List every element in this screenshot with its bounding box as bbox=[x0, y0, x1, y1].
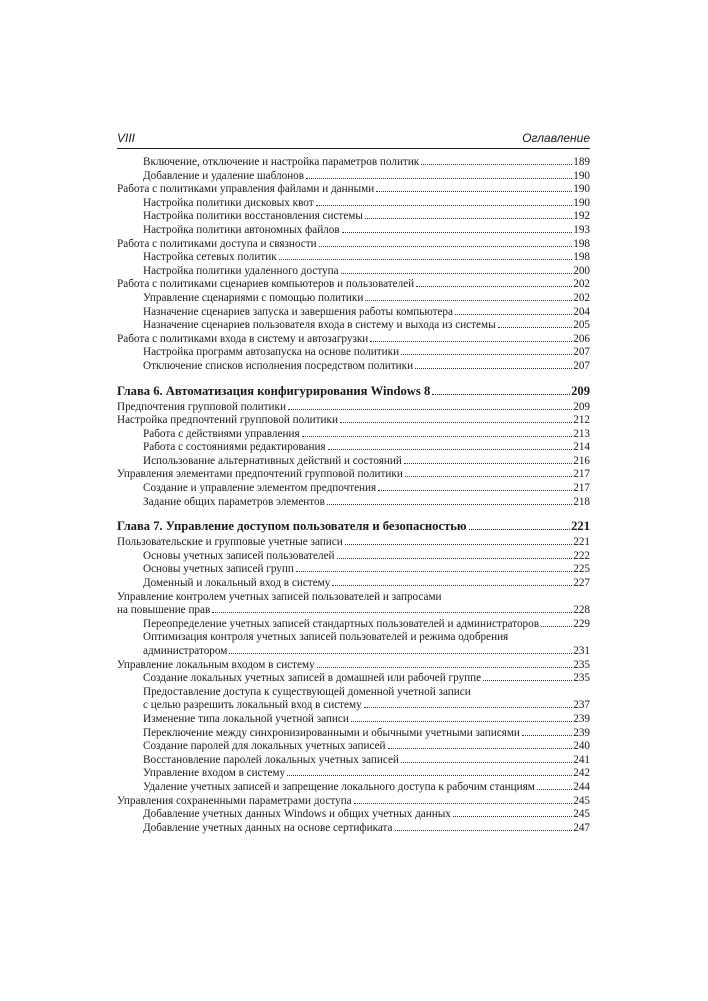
toc-section[interactable]: Предпочтения групповой политики 209 bbox=[117, 400, 590, 413]
toc-entry-line1[interactable]: Предоставление доступа к существующей доменной учетной записи bbox=[143, 685, 471, 698]
toc-entry[interactable]: Создание локальных учетных записей в домашней или рабочей группе 235 bbox=[143, 672, 590, 685]
toc-entry[interactable]: Добавление учетных данных Windows и общих учетных данных 245 bbox=[143, 808, 590, 821]
toc-entry[interactable]: Работа с состояниями редактирования 214 bbox=[143, 441, 590, 454]
toc-entry[interactable]: Настройка политики автономных файлов 193 bbox=[143, 223, 590, 236]
table-of-contents bbox=[117, 156, 590, 835]
toc-entry[interactable]: Удаление учетных записей и запрещение локального доступа к рабочим станциям 244 bbox=[143, 780, 590, 793]
toc-section[interactable]: Работа с политиками сценариев компьютеров и пользователей 202 bbox=[117, 278, 590, 291]
toc-section[interactable]: Работа с политиками управления файлами и данными 190 bbox=[117, 183, 590, 196]
toc-entry[interactable]: Создание и управление элементом предпочтения 217 bbox=[143, 482, 590, 495]
toc-entry[interactable]: с целью разрешить локальный вход в систему 237 bbox=[143, 699, 590, 712]
toc-entry-line1[interactable]: Оптимизация контроля учетных записей пользователей и режима одобрения bbox=[143, 631, 509, 644]
toc-section[interactable]: Управления сохраненными параметрами доступа 245 bbox=[117, 794, 590, 807]
toc-section[interactable]: Работа с политиками доступа и связности 198 bbox=[117, 237, 590, 250]
toc-entry[interactable]: Доменный и локальный вход в систему 227 bbox=[143, 577, 590, 590]
toc-entry[interactable]: Настройка политики удаленного доступа 200 bbox=[143, 264, 590, 277]
toc-entry[interactable]: Добавление и удаление шаблонов 190 bbox=[143, 169, 590, 182]
toc-entry[interactable]: Управление сценариями с помощью политики 202 bbox=[143, 291, 590, 304]
toc-section[interactable]: Управления элементами предпочтений групповой политики 217 bbox=[117, 468, 590, 481]
toc-entry[interactable]: Использование альтернативных действий и состояний 216 bbox=[143, 454, 590, 467]
toc-entry[interactable]: Переключение между синхронизированными и обычными учетными записями 239 bbox=[143, 726, 590, 739]
page-header bbox=[117, 130, 590, 149]
toc-entry[interactable]: Управление входом в систему 242 bbox=[143, 767, 590, 780]
toc-section[interactable]: на повышение прав 228 bbox=[117, 604, 590, 617]
toc-entry[interactable]: Добавление учетных данных на основе сертификата 247 bbox=[143, 821, 590, 834]
toc-entry[interactable]: Работа с действиями управления 213 bbox=[143, 427, 590, 440]
toc-section[interactable]: Пользовательские и групповые учетные записи 221 bbox=[117, 536, 590, 549]
toc-entry[interactable]: Настройка сетевых политик 198 bbox=[143, 251, 590, 264]
toc-section[interactable]: Работа с политиками входа в систему и автозагрузки 206 bbox=[117, 332, 590, 345]
toc-entry[interactable]: Отключение списков исполнения посредством политики 207 bbox=[143, 359, 590, 372]
toc-entry[interactable]: Основы учетных записей пользователей 222 bbox=[143, 549, 590, 562]
toc-entry[interactable]: Назначение сценариев запуска и завершения работы компьютера 204 bbox=[143, 305, 590, 318]
toc-entry[interactable]: Восстановление паролей локальных учетных записей 241 bbox=[143, 753, 590, 766]
toc-entry[interactable]: Включение, отключение и настройка параметров политик 189 bbox=[143, 156, 590, 168]
toc-entry[interactable]: Переопределение учетных записей стандартных пользователей и администраторов 229 bbox=[143, 617, 590, 630]
toc-chapter-6[interactable]: Глава 6. Автоматизация конфигурирования Windows 8 209 bbox=[117, 383, 590, 398]
toc-entry[interactable]: Настройка политики восстановления системы 192 bbox=[143, 210, 590, 223]
toc-section[interactable]: Настройка предпочтений групповой политики 212 bbox=[117, 414, 590, 427]
running-title: Оглавление bbox=[522, 131, 590, 145]
page-number: VIII bbox=[117, 131, 136, 145]
toc-section-line1[interactable]: Управление контролем учетных записей пользователей и запросами bbox=[117, 590, 442, 603]
toc-entry[interactable]: Настройка политики дисковых квот 190 bbox=[143, 196, 590, 209]
toc-section[interactable]: Управление локальным входом в систему 235 bbox=[117, 658, 590, 671]
toc-entry[interactable]: Назначение сценариев пользователя входа в систему и выхода из системы 205 bbox=[143, 319, 590, 332]
toc-entry[interactable]: Задание общих параметров элементов 218 bbox=[143, 495, 590, 508]
toc-entry[interactable]: Изменение типа локальной учетной записи 239 bbox=[143, 712, 590, 725]
toc-chapter-7[interactable]: Глава 7. Управление доступом пользователя и безопасностью 221 bbox=[117, 519, 590, 534]
toc-entry[interactable]: Настройка программ автозапуска на основе политики 207 bbox=[143, 346, 590, 359]
toc-entry[interactable]: Создание паролей для локальных учетных записей 240 bbox=[143, 740, 590, 753]
toc-entry[interactable]: Основы учетных записей групп 225 bbox=[143, 563, 590, 576]
toc-entry[interactable]: администратором 231 bbox=[143, 645, 590, 657]
